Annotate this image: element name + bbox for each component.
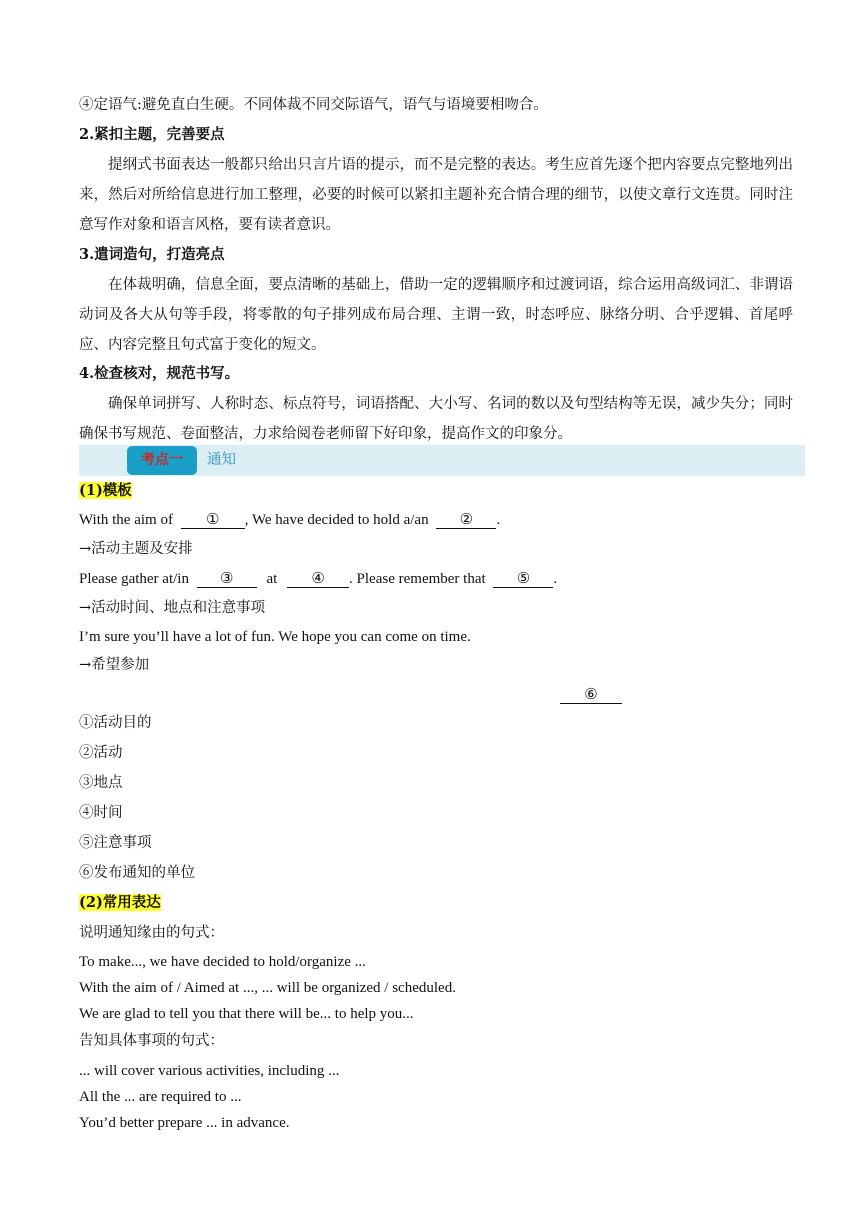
template-sentence-2 <box>79 569 557 589</box>
blank-5: ⑤ <box>493 571 553 588</box>
reason-sentence: We are glad to tell you that there will be... to help you... <box>79 1006 414 1022</box>
blank-6: ⑥ <box>560 687 622 704</box>
blank-3: ③ <box>197 571 257 588</box>
legend-item: ①活动目的 <box>79 715 152 731</box>
legend-item: ③地点 <box>79 775 123 791</box>
heading-4: 4.检查核对，规范书写。 <box>79 365 240 382</box>
detail-label: 告知具体事项的句式： <box>79 1033 224 1049</box>
legend-item: ②活动 <box>79 745 123 761</box>
template-sentence-3: I’m sure you’ll have a lot of fun. We hope you can come on time. <box>79 629 471 645</box>
blank-1: ① <box>181 512 245 529</box>
section-tag: 考点一 <box>127 446 197 475</box>
s1-part-b: , We have decided to hold a/an <box>244 512 429 528</box>
reason-sentence: With the aim of / Aimed at ..., ... will be organized / scheduled. <box>79 980 456 996</box>
detail-sentence: All the ... are required to ... <box>79 1089 242 1105</box>
detail-sentence: ... will cover various activities, including ... <box>79 1063 340 1079</box>
expressions-heading <box>79 893 161 913</box>
reason-sentence: To make..., we have decided to hold/organize ... <box>79 954 366 970</box>
s2-part-b: at <box>266 571 278 587</box>
s2-part-d: . <box>553 571 558 587</box>
section-title: 通知 <box>207 452 236 468</box>
expressions-heading-text: (2)常用表达 <box>79 894 161 911</box>
heading-3: 3.遣词造句，打造亮点 <box>79 246 225 263</box>
legend-item: ⑤注意事项 <box>79 835 152 851</box>
paragraph-2: 提纲式书面表达一般都只给出只言片语的提示，而不是完整的表达。考生应首先逐个把内容要点完整地列出来，然后对所给信息进行加工整理，必要的时候可以紧扣主题补充合情合理的细节，以使文章行文连贯。同时注意写作对象和语言风格，要有读者意识。 <box>79 157 793 233</box>
tone-line: ④定语气:避免直白生硬。不同体裁不同交际语气，语气与语境要相吻合。 <box>79 97 548 113</box>
arrow-note-1: →活动主题及安排 <box>79 541 193 557</box>
heading-2: 2.紧扣主题，完善要点 <box>79 126 225 143</box>
paragraph-3: 在体裁明确，信息全面，要点清晰的基础上，借助一定的逻辑顺序和过渡词语，综合运用高级词汇、非谓语动词及各大从句等手段，将零散的句子排列成布局合理、主谓一致，时态呼应、脉络分明、合乎逻辑、首尾呼应、内容完整且句式富于变化的短文。 <box>79 277 793 353</box>
detail-sentence: You’d better prepare ... in advance. <box>79 1115 290 1131</box>
reason-label: 说明通知缘由的句式： <box>79 925 224 941</box>
arrow-note-2: →活动时间、地点和注意事项 <box>79 600 266 616</box>
legend-item: ④时间 <box>79 805 123 821</box>
template-heading-text: (1)模板 <box>79 482 132 499</box>
paragraph-4: 确保单词拼写、人称时态、标点符号，词语搭配、大小写、名词的数以及句型结构等无误，减少失分；同时确保书写规范、卷面整洁，力求给阅卷老师留下好印象，提高作文的印象分。 <box>79 396 793 442</box>
template-sentence-1 <box>79 510 500 530</box>
s2-part-c: . Please remember that <box>349 571 486 587</box>
blank-2: ② <box>436 512 496 529</box>
legend-item: ⑥发布通知的单位 <box>79 865 195 881</box>
arrow-note-3: →希望参加 <box>79 657 150 673</box>
section-banner <box>79 445 805 476</box>
template-heading <box>79 481 132 501</box>
s2-part-a: Please gather at/in <box>79 571 189 587</box>
signature-line <box>560 685 622 705</box>
s1-part-c: . <box>496 512 501 528</box>
blank-4: ④ <box>287 571 349 588</box>
s1-part-a: With the aim of <box>79 512 173 528</box>
